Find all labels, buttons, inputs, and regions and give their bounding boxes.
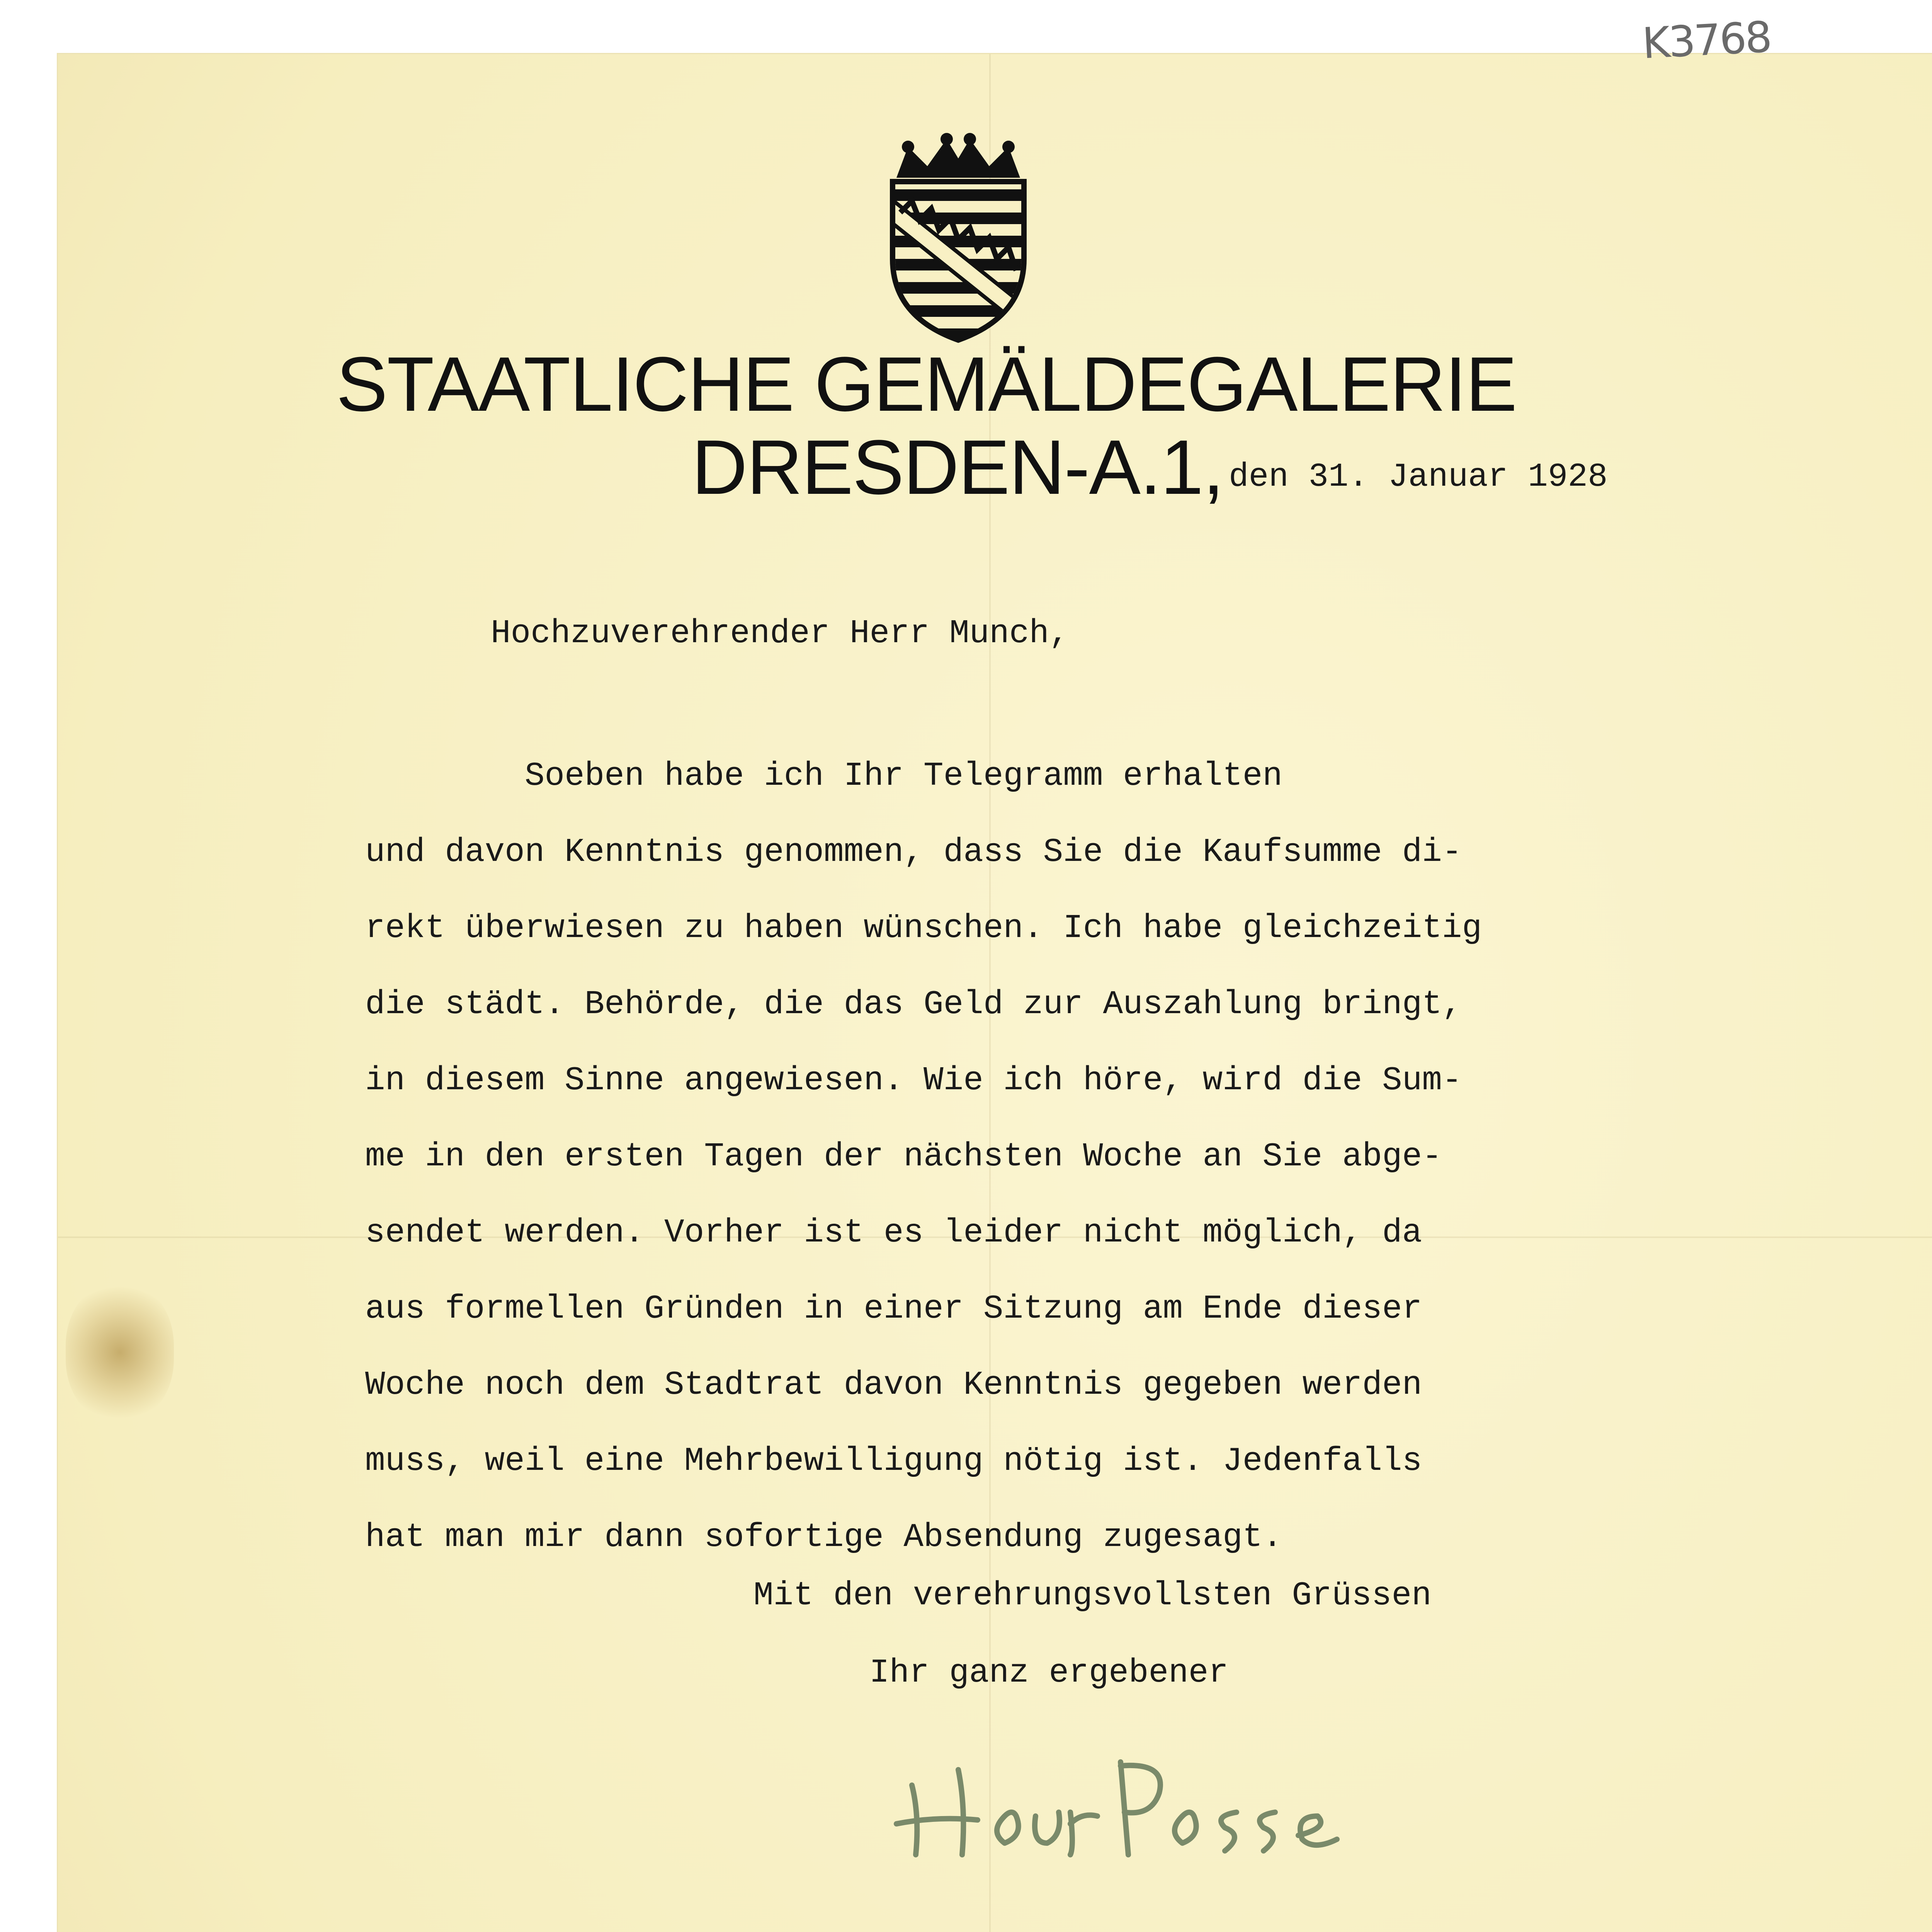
letterhead-city: DRESDEN-A.1, — [692, 424, 1224, 510]
body-line: sendet werden. Vorher ist es leider nicht möglich, da — [365, 1214, 1422, 1252]
complimentary-close: Ihr ganz ergebener — [869, 1654, 1228, 1692]
paper-stain — [66, 1283, 174, 1422]
body-line: rekt überwiesen zu haben wünschen. Ich habe gleichzeitig — [365, 909, 1482, 947]
letter-date: den 31. Januar 1928 — [1229, 458, 1608, 496]
body-line: aus formellen Gründen in einer Sitzung am Ende dieser — [365, 1290, 1422, 1328]
salutation: Hochzuverehrender Herr Munch, — [491, 614, 1069, 652]
body-line: die städt. Behörde, die das Geld zur Auszahlung bringt, — [365, 985, 1462, 1023]
body-line: me in den ersten Tagen der nächsten Woche an Sie abge- — [365, 1138, 1442, 1175]
letterhead-institution: STAATLICHE GEMÄLDEGALERIE — [336, 341, 1517, 427]
letter-body — [365, 738, 1482, 1575]
catalog-number: K3768 — [1641, 12, 1772, 68]
handwritten-signature — [889, 1739, 1468, 1878]
body-line: und davon Kenntnis genommen, dass Sie die Kaufsumme di- — [365, 833, 1462, 871]
body-line: Soeben habe ich Ihr Telegramm erhalten — [365, 757, 1282, 795]
closing-phrase: Mit den verehrungsvollsten Grüssen — [753, 1577, 1432, 1614]
coat-of-arms-icon — [869, 131, 1047, 348]
body-line: muss, weil eine Mehrbewilligung nötig ist. Jedenfalls — [365, 1442, 1422, 1480]
body-line: in diesem Sinne angewiesen. Wie ich höre, wird die Sum- — [365, 1061, 1462, 1099]
body-line: hat man mir dann sofortige Absendung zugesagt. — [365, 1518, 1282, 1556]
body-line: Woche noch dem Stadtrat davon Kenntnis gegeben werden — [365, 1366, 1422, 1404]
